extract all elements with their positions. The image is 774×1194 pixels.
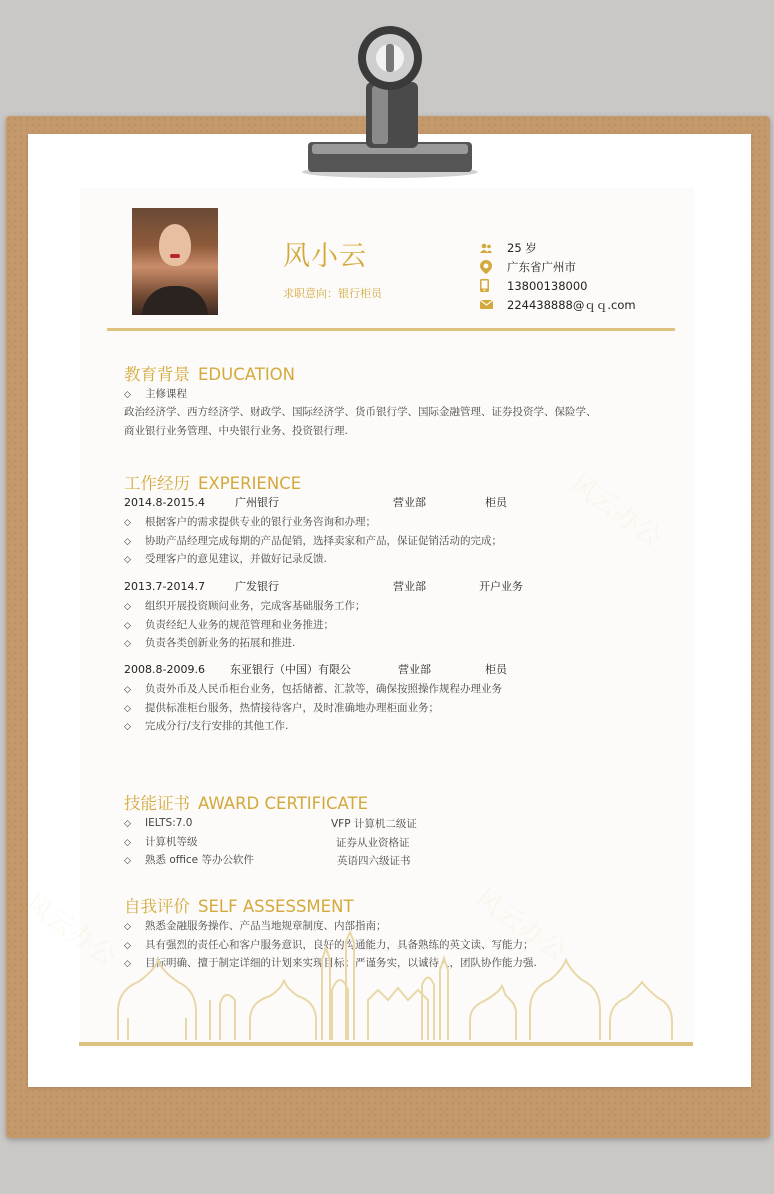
diamond-bullet-icon: ◇ — [124, 722, 131, 732]
list-item: ◇ 受理客户的意见建议，并做好记录反馈. — [124, 551, 327, 567]
contact-age: 25 岁 — [480, 238, 636, 257]
list-item: ◇ 计算机等级 — [124, 834, 198, 850]
list-item: ◇ IELTS:7.0 — [124, 815, 192, 831]
list-item: ◇ 组织开展投资顾问业务，完成客基础服务工作； — [124, 598, 366, 614]
job-intent: 求职意向：银行柜员 — [283, 287, 382, 300]
list-item: ◇ 负责各类创新业务的拓展和推进. — [124, 635, 295, 651]
list-item: ◇ 熟悉 office 等办公软件 — [124, 852, 254, 868]
contact-email: 224438888@ｑｑ.com — [480, 295, 636, 314]
candidate-name: 风小云 — [283, 241, 367, 272]
diamond-bullet-icon: ◇ — [124, 555, 131, 565]
list-item: ◇ 协助产品经理完成每期的产品促销，选择卖家和产品，保证促销活动的完成； — [124, 533, 502, 549]
profile-photo — [132, 208, 218, 315]
diamond-bullet-icon: ◇ — [124, 959, 131, 969]
list-item: ◇ 根据客户的需求提供专业的银行业务咨询和办理； — [124, 514, 376, 530]
list-item: ◇ 负责经纪人业务的规范管理和业务推进； — [124, 617, 334, 633]
contact-location: 广东省广州市 — [480, 257, 636, 276]
binder-clip-icon — [300, 24, 480, 178]
diamond-bullet-icon: ◇ — [124, 704, 131, 714]
awards-heading: 技能证书 AWARD CERTIFICATE — [124, 794, 369, 813]
watermark: 风云办公 — [564, 468, 667, 553]
footer-divider — [79, 1042, 693, 1046]
list-item: ◇ 熟悉金融服务操作、产品当地规章制度、内部指南； — [124, 918, 387, 934]
list-item: ◇ 提供标准柜台服务，热情接待客户，及时准确地办理柜面业务； — [124, 700, 439, 716]
mail-icon — [480, 300, 507, 309]
list-item: ◇ 主修课程 — [124, 386, 187, 402]
list-item: ◇ 具有强烈的责任心和客户服务意识，良好的沟通能力，具备熟练的英文读、写能力； — [124, 937, 534, 953]
watermark: 风云办公 — [469, 883, 572, 968]
diamond-bullet-icon: ◇ — [124, 621, 131, 631]
diamond-bullet-icon: ◇ — [124, 602, 131, 612]
certificate-item: 英语四六级证书 — [337, 855, 411, 867]
skyline-decoration-icon — [110, 930, 680, 1042]
diamond-bullet-icon: ◇ — [124, 941, 131, 951]
person-icon — [480, 243, 507, 253]
courses-text: 政治经济学、西方经济学、财政学、国际经济学、货币银行学、国际金融管理、证券投资学、保险学、 — [124, 406, 597, 418]
diamond-bullet-icon: ◇ — [124, 537, 131, 547]
diamond-bullet-icon: ◇ — [124, 639, 131, 649]
certificate-item: 证券从业资格证 — [336, 837, 410, 849]
list-item: ◇ 完成分行/支行安排的其他工作. — [124, 718, 288, 734]
diamond-bullet-icon: ◇ — [124, 685, 131, 695]
contact-info — [480, 238, 636, 314]
contact-phone: 13800138000 — [480, 276, 636, 295]
diamond-bullet-icon: ◇ — [124, 856, 131, 866]
list-item: ◇ 目标明确、擅于制定详细的计划来实现目标；严谨务实，以诚待人，团队协作能力强. — [124, 955, 537, 971]
courses-text: 商业银行业务管理、中央银行业务、投资银行理. — [124, 425, 348, 437]
diamond-bullet-icon: ◇ — [124, 838, 131, 848]
diamond-bullet-icon: ◇ — [124, 819, 131, 829]
education-heading: 教育背景 EDUCATION — [124, 365, 296, 384]
diamond-bullet-icon: ◇ — [124, 922, 131, 932]
phone-icon — [480, 279, 507, 292]
location-pin-icon — [480, 260, 507, 274]
watermark: 风云办公 — [19, 888, 122, 973]
experience-heading: 工作经历 EXPERIENCE — [124, 474, 302, 493]
diamond-bullet-icon: ◇ — [124, 518, 131, 528]
diamond-bullet-icon: ◇ — [124, 390, 131, 400]
certificate-item: VFP 计算机二级证 — [331, 818, 417, 830]
list-item: ◇ 负责外币及人民币柜台业务，包括储蓄、汇款等，确保按照操作规程办理业务 — [124, 681, 502, 697]
header-divider — [107, 328, 675, 331]
self-assessment-heading: 自我评价 SELF ASSESSMENT — [124, 897, 354, 916]
